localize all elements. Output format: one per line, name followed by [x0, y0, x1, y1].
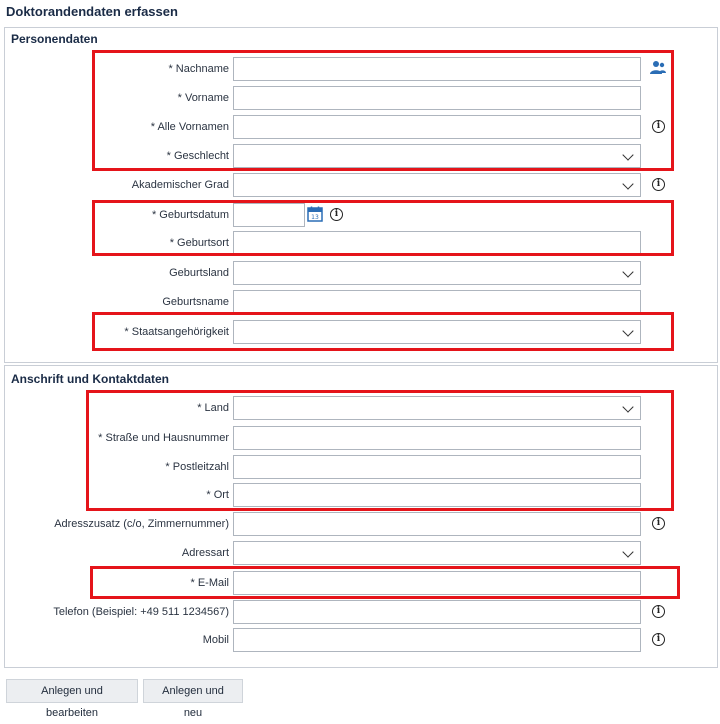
page-title: Doktorandendaten erfassen: [6, 4, 178, 19]
section-title-personendaten: Personendaten: [11, 32, 98, 46]
info-icon[interactable]: i: [652, 517, 665, 530]
row-geburtsort: [5, 231, 717, 255]
label-geburtsname: Geburtsname: [162, 296, 229, 308]
row-email: [5, 571, 717, 595]
row-geburtsdatum: [5, 203, 717, 227]
label-telefon: Telefon (Beispiel: +49 511 1234567): [53, 606, 229, 618]
label-geschlecht: * Geschlecht: [166, 150, 229, 162]
chevron-down-icon: [622, 546, 633, 557]
geburtsort-input[interactable]: [233, 231, 641, 255]
row-nachname: [5, 57, 717, 81]
label-akademischer-grad: Akademischer Grad: [131, 179, 229, 191]
geschlecht-select[interactable]: [233, 144, 641, 168]
nachname-input[interactable]: [233, 57, 641, 81]
calendar-icon[interactable]: [307, 206, 323, 222]
label-land: * Land: [197, 402, 229, 414]
label-adresszusatz: Adresszusatz (c/o, Zimmernummer): [54, 518, 229, 530]
section-anschrift-kontaktdaten: [4, 365, 718, 668]
adressart-select[interactable]: [233, 541, 641, 565]
telefon-input[interactable]: [233, 600, 641, 624]
anlegen-und-neu-button[interactable]: Anlegen und neu: [143, 679, 243, 703]
label-alle-vornamen: * Alle Vornamen: [150, 121, 229, 133]
row-strasse: [5, 426, 717, 450]
land-select[interactable]: [233, 396, 641, 420]
geburtsname-input[interactable]: [233, 290, 641, 314]
label-vorname: * Vorname: [177, 92, 229, 104]
akademischer-grad-select[interactable]: [233, 173, 641, 197]
label-postleitzahl: * Postleitzahl: [165, 461, 229, 473]
mobil-input[interactable]: [233, 628, 641, 652]
label-email: * E-Mail: [190, 577, 229, 589]
anlegen-und-bearbeiten-button[interactable]: Anlegen und bearbeiten: [6, 679, 138, 703]
row-adressart: [5, 541, 717, 565]
row-geburtsland: [5, 261, 717, 285]
row-telefon: [5, 600, 717, 624]
row-alle-vornamen: [5, 115, 717, 139]
row-adresszusatz: [5, 512, 717, 536]
postleitzahl-input[interactable]: [233, 455, 641, 479]
info-icon[interactable]: i: [652, 178, 665, 191]
chevron-down-icon: [622, 401, 633, 412]
chevron-down-icon: [622, 178, 633, 189]
row-mobil: [5, 628, 717, 652]
label-adressart: Adressart: [181, 547, 229, 559]
person-add-icon[interactable]: [649, 60, 667, 76]
chevron-down-icon: [622, 266, 633, 277]
chevron-down-icon: [622, 149, 633, 160]
row-geschlecht: [5, 144, 717, 168]
email-input[interactable]: [233, 571, 641, 595]
row-akademischer-grad: [5, 173, 717, 197]
alle-vornamen-input[interactable]: [233, 115, 641, 139]
info-icon[interactable]: i: [652, 605, 665, 618]
chevron-down-icon: [622, 325, 633, 336]
row-postleitzahl: [5, 455, 717, 479]
ort-input[interactable]: [233, 483, 641, 507]
label-mobil: Mobil: [202, 634, 229, 646]
geburtsland-select[interactable]: [233, 261, 641, 285]
info-icon[interactable]: i: [652, 633, 665, 646]
strasse-input[interactable]: [233, 426, 641, 450]
vorname-input[interactable]: [233, 86, 641, 110]
calendar-day-text: 13: [311, 214, 319, 222]
label-ort: * Ort: [206, 489, 229, 501]
label-geburtsort: * Geburtsort: [169, 237, 229, 249]
adresszusatz-input[interactable]: [233, 512, 641, 536]
label-geburtsdatum: * Geburtsdatum: [151, 209, 229, 221]
row-staatsangehoerigkeit: [5, 320, 717, 344]
info-icon[interactable]: i: [330, 208, 343, 221]
info-icon[interactable]: i: [652, 120, 665, 133]
label-strasse: * Straße und Hausnummer: [98, 432, 229, 444]
label-nachname: * Nachname: [168, 63, 229, 75]
label-geburtsland: Geburtsland: [169, 267, 229, 279]
row-geburtsname: [5, 290, 717, 314]
row-ort: [5, 483, 717, 507]
label-staatsangehoerigkeit: * Staatsangehörigkeit: [124, 326, 229, 338]
row-vorname: [5, 86, 717, 110]
section-title-anschrift: Anschrift und Kontaktdaten: [11, 372, 169, 386]
geburtsdatum-input[interactable]: [233, 203, 305, 227]
staatsangehoerigkeit-select[interactable]: [233, 320, 641, 344]
section-personendaten: [4, 27, 718, 363]
row-land: [5, 396, 717, 420]
